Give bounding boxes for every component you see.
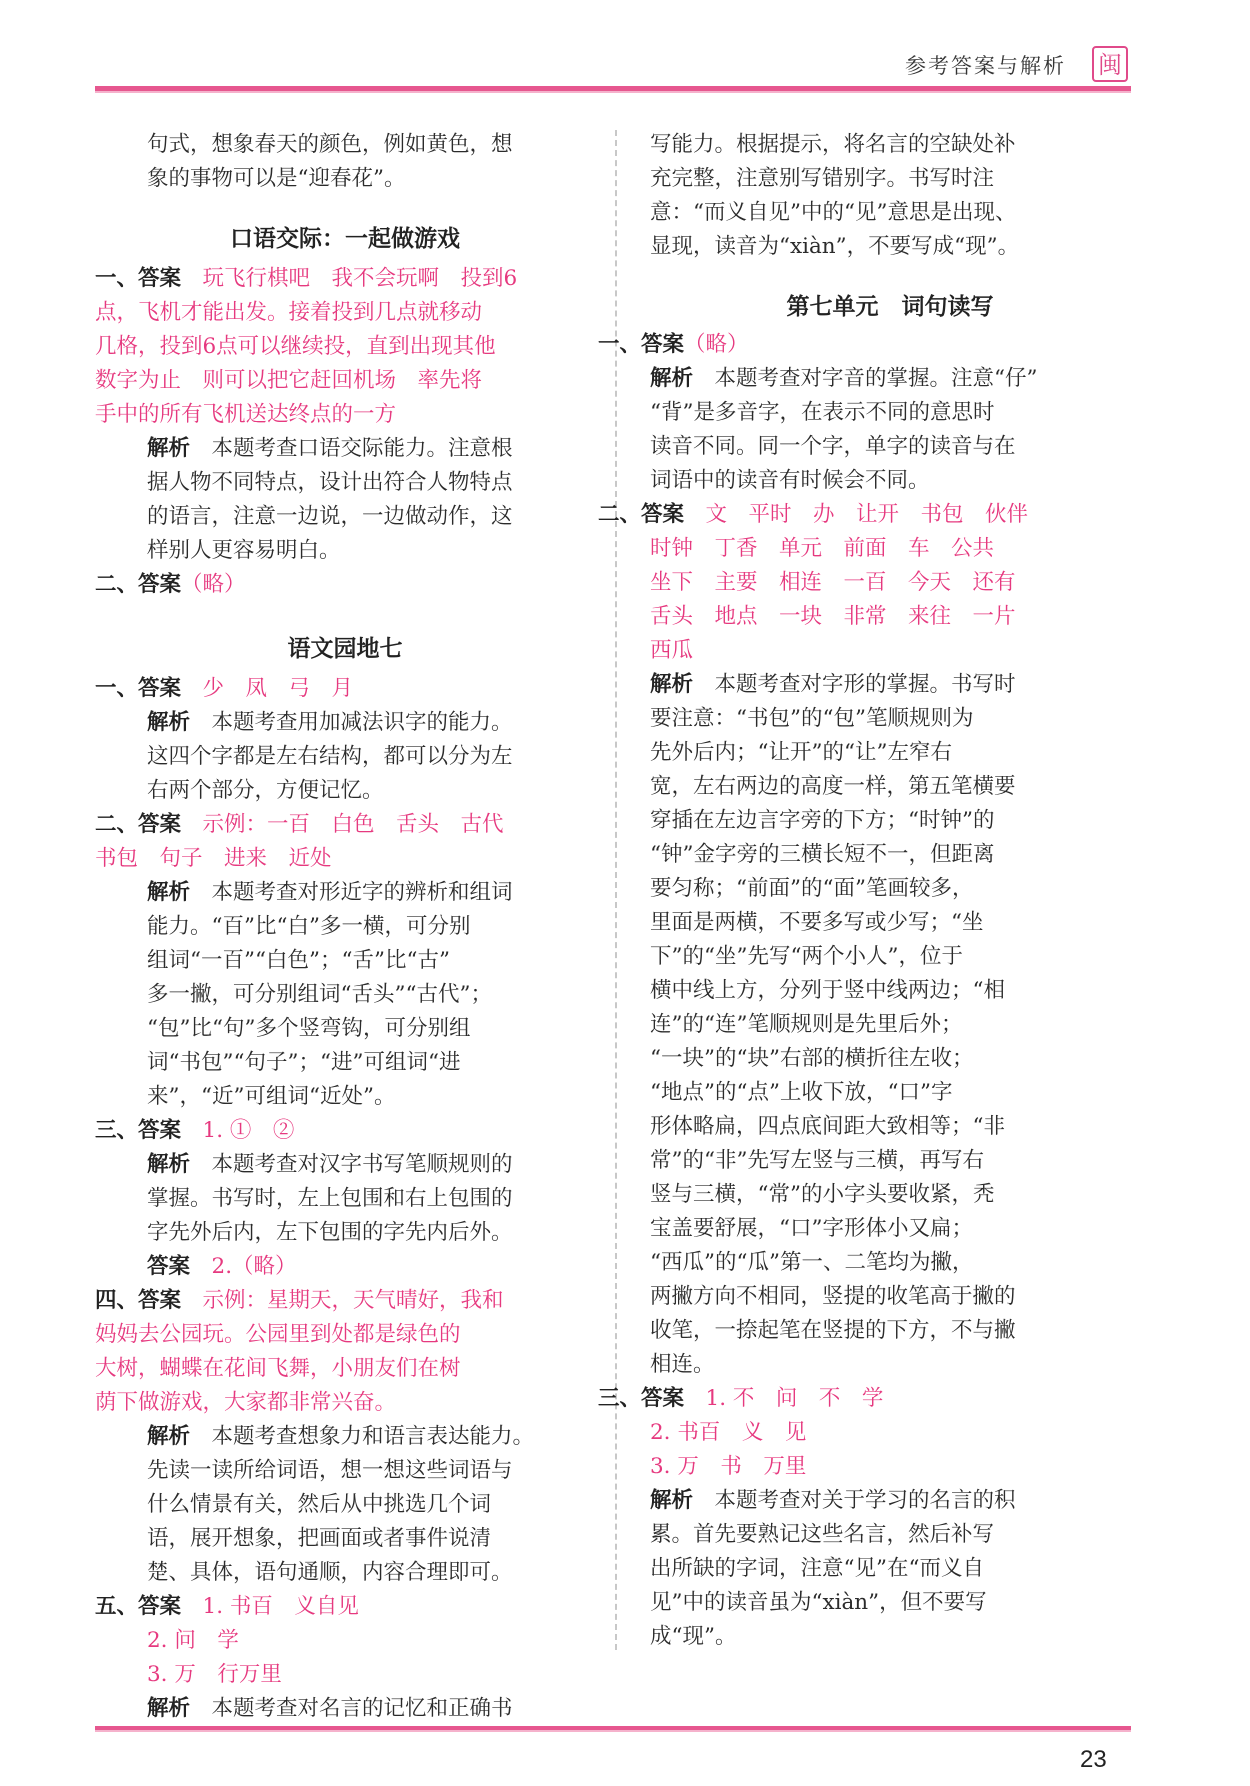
answer-text: 大树，蝴蝶在花间飞舞，小朋友们在树 (95, 1356, 461, 1381)
answer-label: 答案 (641, 1386, 685, 1411)
answer-label: 答案 (138, 676, 182, 701)
analysis-text: “西瓜”的“瓜”第一、二笔均为撇， (650, 1250, 974, 1275)
analysis-text: 字先外后内，左下包围的字先内后外。 (147, 1220, 513, 1245)
intro-line: 象的事物可以是“迎春花”。 (147, 166, 406, 191)
analysis-text: 什么情景有关，然后从中挑选几个词 (147, 1492, 492, 1517)
analysis-text: 掌握。书写时，左上包围和右上包围的 (147, 1186, 513, 1211)
answer-text: 手中的所有飞机送达终点的一方 (95, 402, 397, 427)
answer-label: 答案 (138, 266, 182, 291)
analysis-text: 语，展开想象，把画面或者事件说清 (147, 1526, 492, 1551)
answer-label: 答案 (138, 1118, 182, 1143)
analysis-text: 据人物不同特点，设计出符合人物特点 (147, 470, 513, 495)
question-number: 一、 (95, 266, 139, 291)
analysis-text: 本题考查对关于学习的名言的积 (714, 1488, 1016, 1513)
answer-label: 答案 (641, 332, 685, 357)
left-column (95, 128, 595, 1726)
answer-text: 妈妈去公园玩。公园里到处都是绿色的 (95, 1322, 461, 1347)
header-rule (95, 86, 1131, 93)
continued-text: 显现，读音为“xiàn”，不要写成“现”。 (650, 234, 1020, 259)
section-title-garden: 语文园地七 (287, 636, 403, 662)
answer-text: 1. ① ② (202, 1118, 295, 1143)
analysis-text: 先外后内；“让开”的“让”左窄右 (650, 740, 952, 765)
analysis-label: 解析 (650, 672, 694, 697)
continued-text: 充完整，注意别写错别字。书写时注 (650, 166, 995, 191)
analysis-label: 解析 (650, 366, 694, 391)
analysis-text: 宝盖要舒展，“口”字形体小又扁； (650, 1216, 973, 1241)
analysis-text: “一块”的“块”右部的横折往左收； (650, 1046, 974, 1071)
analysis-text: “背”是多音字，在表示不同的意思时 (650, 400, 995, 425)
analysis-text: 词语中的读音有时候会不同。 (650, 468, 930, 493)
intro-line: 句式，想象春天的颜色，例如黄色，想 (147, 132, 513, 157)
answer-text: 几格，投到6点可以继续投，直到出现其他 (95, 334, 496, 359)
answer-text: 舌头 地点 一块 非常 来往 一片 (650, 604, 1016, 629)
analysis-text: 下”的“坐”先写“两个小人”，位于 (650, 944, 963, 969)
answer-text: 时钟 丁香 单元 前面 车 公共 (650, 536, 995, 561)
question-number: 四、 (95, 1288, 139, 1313)
analysis-label: 解析 (147, 710, 191, 735)
analysis-text: 楚、具体，语句通顺，内容合理即可。 (147, 1560, 513, 1585)
answer-text: 西瓜 (650, 638, 694, 663)
analysis-text: 先读一读所给词语，想一想这些词语与 (147, 1458, 513, 1483)
analysis-text: 能力。“百”比“白”多一横，可分别 (147, 914, 471, 939)
answer-text: 坐下 主要 相连 一百 今天 还有 (650, 570, 1016, 595)
analysis-text: 词“书包”“句子”；“进”可组词“进 (147, 1050, 461, 1075)
analysis-text: 本题考查口语交际能力。注意根 (211, 436, 513, 461)
analysis-text: 横中线上方，分列于竖中线两边；“相 (650, 978, 1005, 1003)
analysis-text: 来”，“近”可组词“近处”。 (147, 1084, 396, 1109)
analysis-text: 出所缺的字词，注意“见”在“而义自 (650, 1556, 984, 1581)
analysis-text: “包”比“句”多个竖弯钩，可分别组 (147, 1016, 471, 1041)
page-number: 23 (1080, 1746, 1107, 1773)
analysis-text: “钟”金字旁的三横长短不一，但距离 (650, 842, 995, 867)
question-number: 二、 (95, 572, 139, 597)
answer-text: 荫下做游戏，大家都非常兴奋。 (95, 1390, 397, 1415)
answer-text: 示例：一百 白色 舌头 古代 (202, 812, 504, 837)
analysis-label: 解析 (147, 880, 191, 905)
analysis-text: 本题考查对字音的掌握。注意“仔” (714, 366, 1038, 391)
analysis-label: 解析 (147, 436, 191, 461)
answer-text: 3. 万 行万里 (147, 1662, 282, 1687)
analysis-text: 里面是两横，不要多写或少写；“坐 (650, 910, 984, 935)
answer-text: 2. 问 学 (147, 1628, 239, 1653)
answer-text: （略） (684, 332, 749, 357)
question-number: 二、 (95, 812, 139, 837)
section-title-oral: 口语交际：一起做游戏 (230, 226, 460, 252)
analysis-text: 读音不同。同一个字，单字的读音与在 (650, 434, 1016, 459)
question-number: 二、 (598, 502, 642, 527)
analysis-text: 收笔，一捺起笔在竖提的下方，不与撇 (650, 1318, 1016, 1343)
answer-label: 答案 (147, 1254, 191, 1279)
header-title: 参考答案与解析 (905, 54, 1066, 78)
analysis-text: 要注意：“书包”的“包”笔顺规则为 (650, 706, 974, 731)
answer-text: 玩飞行棋吧 我不会玩啊 投到6 (202, 266, 518, 291)
answer-label: 答案 (641, 502, 685, 527)
analysis-text: 这四个字都是左右结构，都可以分为左 (147, 744, 513, 769)
analysis-text: 本题考查对汉字书写笔顺规则的 (211, 1152, 513, 1177)
answer-text: 书包 句子 进来 近处 (95, 846, 332, 871)
answer-text: （略） (181, 572, 246, 597)
analysis-text: 相连。 (650, 1352, 715, 1377)
analysis-text: 连”的“连”笔顺规则是先里后外； (650, 1012, 963, 1037)
analysis-text: “地点”的“点”上收下放，“口”字 (650, 1080, 953, 1105)
analysis-label: 解析 (147, 1152, 191, 1177)
answer-label: 答案 (138, 812, 182, 837)
analysis-text: 竖与三横，“常”的小字头要收紧，秃 (650, 1182, 995, 1207)
analysis-text: 见”中的读音虽为“xiàn”，但不要写 (650, 1590, 987, 1615)
analysis-text: 右两个部分，方便记忆。 (147, 778, 384, 803)
question-number: 一、 (95, 676, 139, 701)
analysis-text: 本题考查用加减法识字的能力。 (211, 710, 513, 735)
analysis-text: 本题考查对字形的掌握。书写时 (714, 672, 1016, 697)
analysis-text: 成“现”。 (650, 1624, 737, 1649)
question-number: 五、 (95, 1594, 139, 1619)
answer-text: 数字为止 则可以把它赶回机场 率先将 (95, 368, 483, 393)
answer-text: 点，飞机才能出发。接着投到几点就移动 (95, 300, 483, 325)
answer-text: 1. 书百 义自见 (202, 1594, 359, 1619)
analysis-text: 本题考查对名言的记忆和正确书 (211, 1696, 513, 1721)
analysis-text: 穿插在左边言字旁的下方；“时钟”的 (650, 808, 995, 833)
analysis-text: 样别人更容易明白。 (147, 538, 341, 563)
answer-text: 3. 万 书 万里 (650, 1454, 807, 1479)
question-2-answer (95, 568, 595, 602)
question-1-answer (95, 262, 595, 296)
analysis-text: 多一撇，可分别组词“舌头”“古代”； (147, 982, 492, 1007)
footer-rule (95, 1726, 1131, 1732)
analysis-text: 两撇方向不相同，竖提的收笔高于撇的 (650, 1284, 1016, 1309)
analysis-text: 形体略扁，四点底间距大致相等；“非 (650, 1114, 1005, 1139)
answer-text: 1. 不 问 不 学 (705, 1386, 884, 1411)
answer-label: 答案 (138, 1594, 182, 1619)
answer-text: 少 凤 弓 月 (202, 676, 354, 701)
section-title-unit7: 第七单元 词句读写 (786, 294, 994, 320)
analysis-text: 常”的“非”先写左竖与三横，再写右 (650, 1148, 984, 1173)
question-number: 三、 (598, 1386, 642, 1411)
question-number: 一、 (598, 332, 642, 357)
answer-label: 答案 (138, 1288, 182, 1313)
analysis-text: 要匀称；“前面”的“面”笔画较多， (650, 876, 974, 901)
analysis-label: 解析 (147, 1696, 191, 1721)
region-badge: 闽 (1092, 46, 1128, 82)
analysis-text: 组词“一百”“白色”；“舌”比“古” (147, 948, 450, 973)
analysis-label: 解析 (147, 1424, 191, 1449)
question-number: 三、 (95, 1118, 139, 1143)
answer-text: 2.（略） (211, 1254, 297, 1279)
analysis-text: 本题考查对形近字的辨析和组词 (211, 880, 513, 905)
answer-label: 答案 (138, 572, 182, 597)
continued-text: 写能力。根据提示，将名言的空缺处补 (650, 132, 1016, 157)
answer-text: 文 平时 办 让开 书包 伙伴 (705, 502, 1029, 527)
answer-text: 2. 书百 义 见 (650, 1420, 807, 1445)
analysis-text: 本题考查想象力和语言表达能力。 (211, 1424, 535, 1449)
continued-text: 意：“而义自见”中的“见”意思是出现、 (650, 200, 1017, 225)
analysis-text: 宽，左右两边的高度一样，第五笔横要 (650, 774, 1016, 799)
analysis-label: 解析 (650, 1488, 694, 1513)
right-column (598, 128, 1130, 1654)
analysis-text: 累。首先要熟记这些名言，然后补写 (650, 1522, 995, 1547)
answer-text: 示例：星期天，天气晴好，我和 (202, 1288, 504, 1313)
analysis-text: 的语言，注意一边说，一边做动作，这 (147, 504, 513, 529)
